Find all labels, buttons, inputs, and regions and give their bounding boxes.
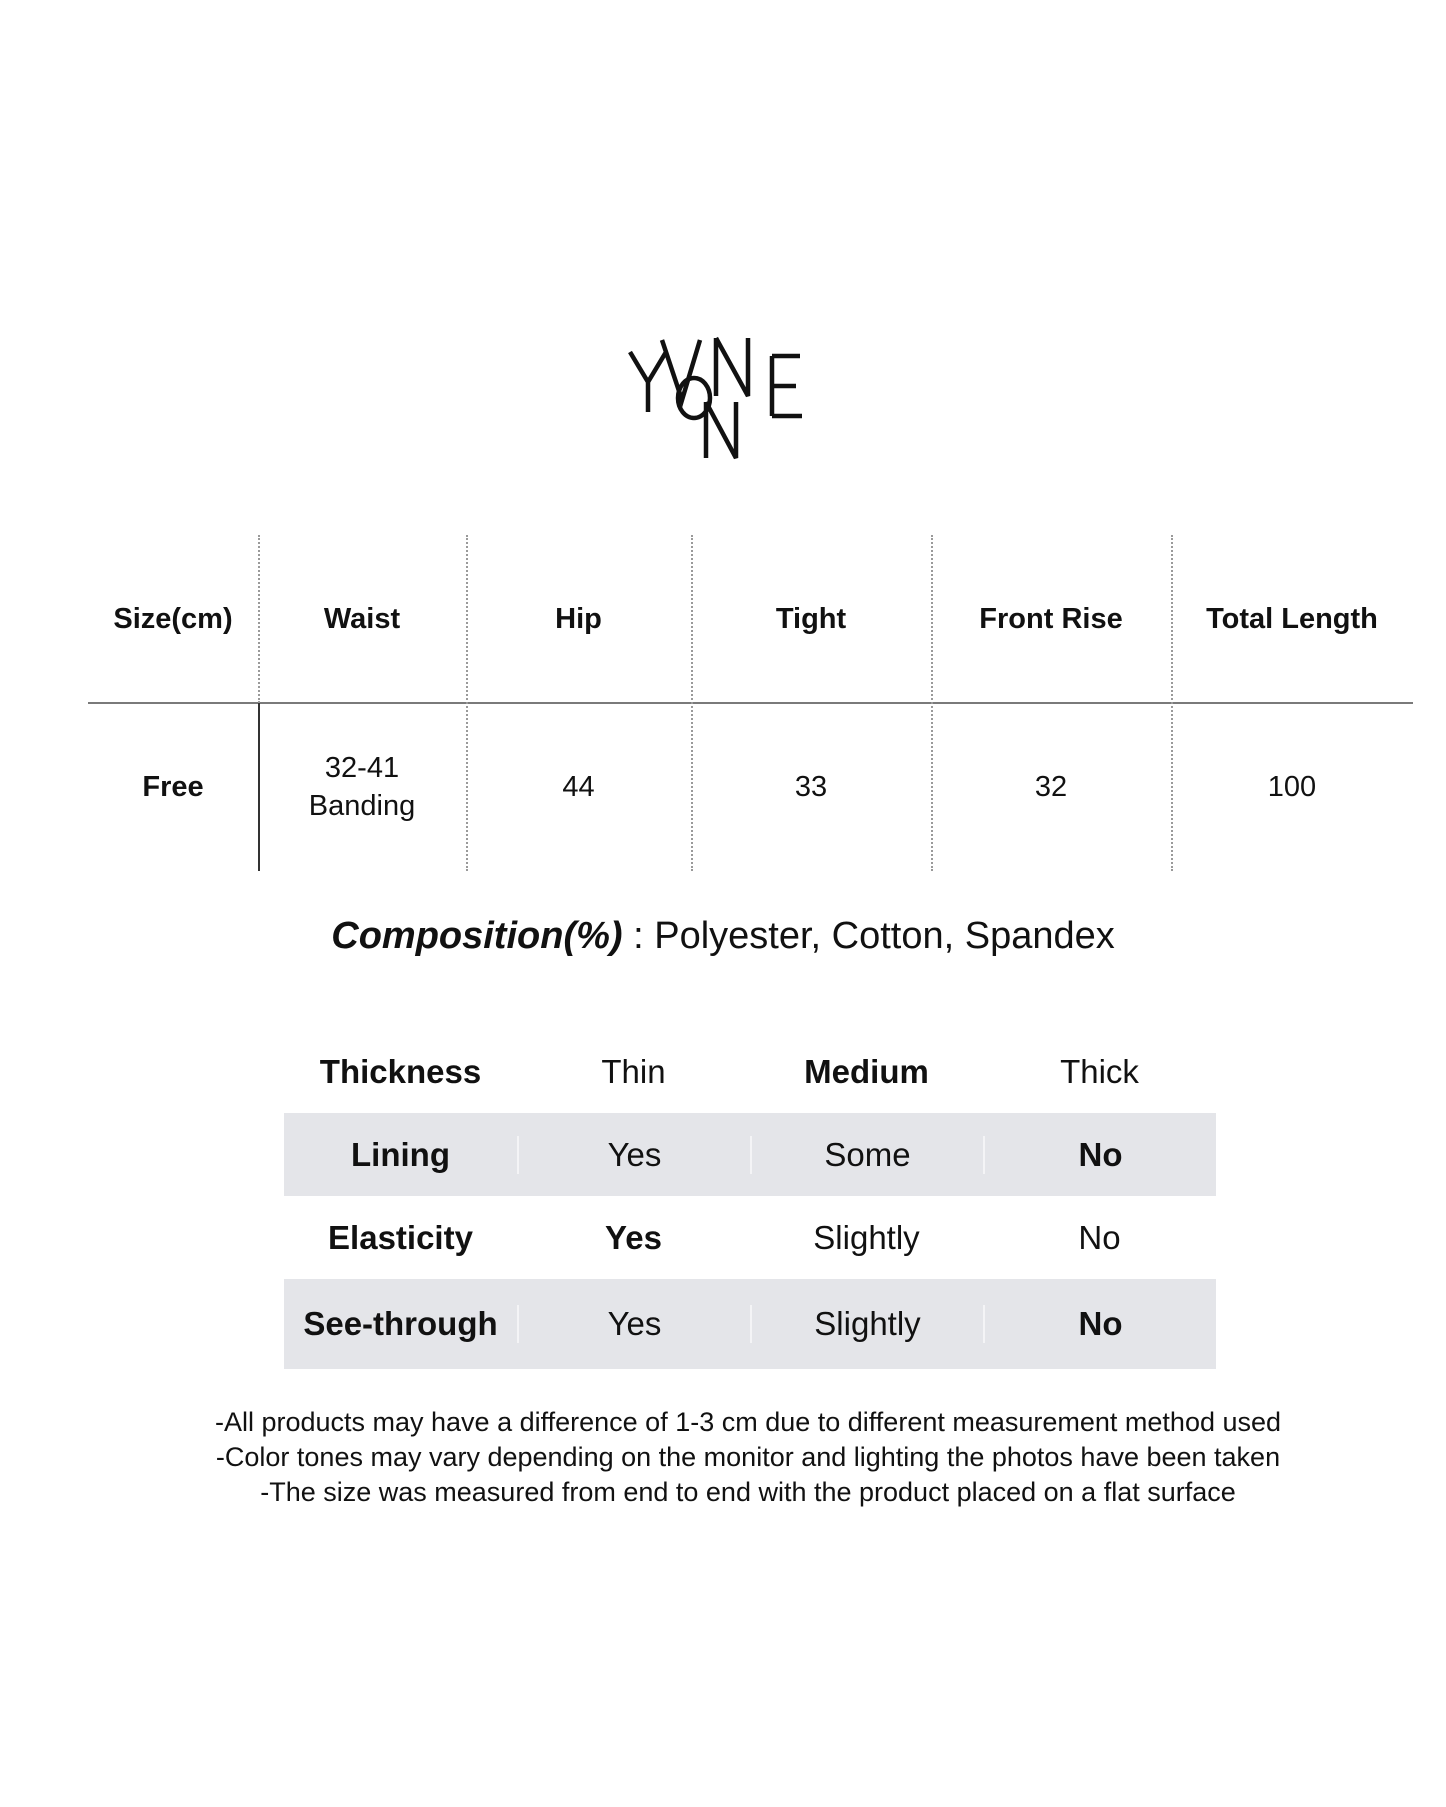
brand-logo bbox=[620, 330, 820, 460]
tight-value: 33 bbox=[794, 771, 828, 803]
lining-row bbox=[284, 1113, 1216, 1196]
elasticity-yes: Yes bbox=[605, 1218, 662, 1256]
see-through-yes: Yes bbox=[517, 1305, 750, 1343]
thickness-label: Thickness bbox=[319, 1052, 482, 1090]
lining-label: Lining bbox=[351, 1135, 450, 1173]
column-divider bbox=[258, 535, 260, 703]
thickness-thick: Thick bbox=[1060, 1052, 1139, 1090]
lining-no: No bbox=[983, 1136, 1216, 1174]
header-size: Size(cm) bbox=[113, 603, 233, 635]
size-table-header bbox=[88, 535, 1413, 703]
waist-value-line2: Banding bbox=[308, 790, 416, 822]
note-line: -Color tones may vary depending on the monitor and lighting the photos have been taken bbox=[215, 1442, 1281, 1472]
thickness-thin: Thin bbox=[601, 1052, 666, 1090]
header-tight: Tight bbox=[775, 603, 847, 635]
see-through-row bbox=[284, 1279, 1216, 1369]
column-divider bbox=[258, 703, 260, 871]
header-hip: Hip bbox=[555, 603, 602, 635]
lining-some: Some bbox=[750, 1136, 983, 1174]
table-row bbox=[88, 703, 1413, 871]
note-line: -All products may have a difference of 1-3 cm due to different measurement method used bbox=[214, 1407, 1282, 1437]
column-divider bbox=[1171, 535, 1173, 871]
header-waist: Waist bbox=[323, 603, 401, 635]
thickness-row bbox=[284, 1030, 1216, 1113]
header-total-length: Total Length bbox=[1206, 603, 1378, 635]
total-length-value: 100 bbox=[1267, 771, 1317, 803]
yvonne-logo-icon bbox=[620, 330, 820, 460]
waist-value-line1: 32-41 bbox=[324, 752, 400, 784]
elasticity-row bbox=[284, 1196, 1216, 1279]
waist-value bbox=[258, 749, 466, 825]
column-divider bbox=[466, 535, 468, 871]
composition-value: Polyester, Cotton, Spandex bbox=[654, 915, 1115, 957]
see-through-no: No bbox=[983, 1305, 1216, 1343]
composition-label: Composition(%) bbox=[331, 915, 623, 957]
column-divider bbox=[691, 535, 693, 871]
composition-separator: : bbox=[622, 915, 655, 957]
thickness-medium: Medium bbox=[804, 1052, 929, 1090]
header-divider bbox=[88, 702, 1413, 704]
hip-value: 44 bbox=[562, 771, 595, 803]
disclaimer-notes bbox=[0, 1405, 1446, 1510]
note-line: -The size was measured from end to end with the product placed on a flat surface bbox=[260, 1477, 1236, 1507]
see-through-label: See-through bbox=[303, 1305, 498, 1342]
lining-yes: Yes bbox=[517, 1136, 750, 1174]
column-divider bbox=[931, 535, 933, 871]
elasticity-no: No bbox=[1078, 1218, 1121, 1256]
fabric-properties-table bbox=[284, 1030, 1216, 1369]
see-through-slightly: Slightly bbox=[750, 1305, 983, 1343]
elasticity-slightly: Slightly bbox=[813, 1218, 920, 1256]
composition-line bbox=[0, 915, 1446, 958]
size-value: Free bbox=[142, 771, 204, 803]
elasticity-label: Elasticity bbox=[328, 1218, 473, 1256]
size-table bbox=[88, 535, 1413, 871]
header-front-rise: Front Rise bbox=[979, 603, 1123, 635]
front-rise-value: 32 bbox=[1034, 771, 1068, 803]
